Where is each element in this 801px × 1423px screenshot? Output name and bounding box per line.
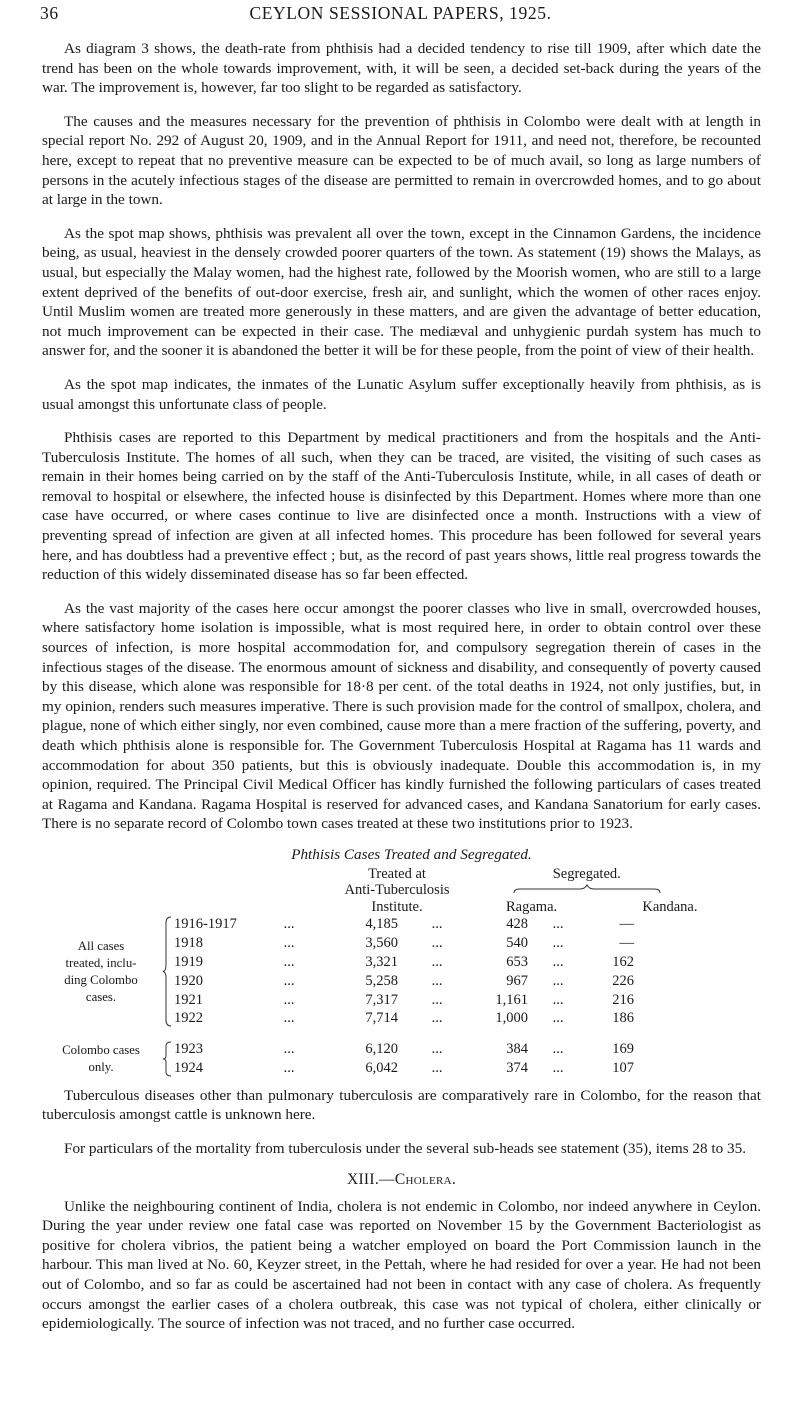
leader-dots: ...	[431, 991, 443, 1008]
leader-dots: ...	[552, 935, 564, 952]
leader-dots: ...	[283, 935, 295, 952]
cell-kandana: 169	[612, 1041, 634, 1058]
page-number: 36	[40, 3, 59, 23]
header-treated-line3: Institute.	[371, 898, 423, 915]
group-brace	[160, 1040, 174, 1078]
table-title: Phthisis Cases Treated and Segregated.	[291, 845, 532, 863]
header-segregated-label: Segregated.	[552, 865, 621, 882]
leader-dots: ...	[552, 954, 564, 971]
cell-ragama: 384	[506, 1041, 528, 1058]
cell-treated: 6,042	[365, 1060, 398, 1077]
leader-dots: ...	[431, 935, 443, 952]
leader-dots: ...	[431, 1010, 443, 1027]
leader-dots: ...	[552, 1041, 564, 1058]
paragraph-spot-map-races: As the spot map shows, phthisis was prevalent all over the town, except in the Cinnamon Gardens, the incidence being, as usual, heaviest in the densely crowded poorer quarters of the town. As statement (19) shows the Malays, as usual, but especially the Malay women, had the highest rate, followed by the Moorish women, who are still to a large extent deprived of the benefits of out-door exercise, fresh air, and sunlight, which the women of other races enjoy. Until Muslim women are treated more generously in these matters, and are given the advantage of better education, not much improvement can be expected in their case. The mediæval and unhygienic purdah system has much to answer for, and the sooner it is abandoned the better it will be for these people, from the point of view of their health.	[42, 224, 761, 360]
cell-year: 1919	[174, 954, 203, 971]
header-ragama: Ragama.	[506, 898, 558, 915]
paragraph-hospital-accommodation: As the vast majority of the cases here occur amongst the poorer classes who live in small, overcrowded houses, where satisfactory home isolation is impossible, what is most required here, in order to obtain control over these sources of infection, is more hospital accommodation for, and compulsory segregation therein of cases in the infectious stages of the disease. The enormous amount of sickness and disability, and consequently of poverty caused by this disease, which alone was responsible for 18·8 per cent. of the total deaths in 1924, not only justifies, but, in my opinion, renders such measures imperative. There is such provision made for the control of smallpox, cholera, and plague, none of which either singly, nor even combined, cause more than a mere fraction of the suffering, poverty, and death which phthisis alone is responsible for. The Government Tuberculosis Hospital at Ragama has 11 wards and accommodation for about 350 patients, but this is obviously inadequate. Double this accommodation is, in my opinion, required. The Principal Civil Medical Officer has kindly furnished the following particulars of cases treated at Ragama and Kandana. Ragama Hospital is reserved for advanced cases, and Kandana Sanatorium for early cases. There is no separate record of Colombo town cases treated at these two institutions prior to 1923.	[42, 599, 761, 833]
cell-treated: 5,258	[365, 972, 398, 989]
header-treated-line2: Anti-Tuberculosis	[344, 882, 450, 899]
leader-dots: ...	[552, 1010, 564, 1027]
leader-dots: ...	[552, 1060, 564, 1077]
cell-kandana: 186	[612, 1010, 634, 1027]
paragraph-mortality-particulars: For particulars of the mortality from tuberculosis under the several sub-heads see statement (35), items 28 to 35.	[64, 1140, 746, 1158]
leader-dots: ...	[552, 916, 564, 933]
cell-ragama: 540	[506, 935, 528, 952]
cell-year: 1922	[174, 1010, 203, 1027]
paragraph-diagram-trend: As diagram 3 shows, the death-rate from phthisis had a decided tendency to rise till 1909, after which date the trend has been on the whole towards improvement, with, it will be seen, a decided set-back during the years of the war. The improvement is, however, far too slight to be regarded as satisfactory.	[42, 40, 761, 97]
paragraph-tuberculous-diseases: Tuberculous diseases other than pulmonary tuberculosis are comparatively rare in Colombo, for the reason that tuberculosis amongst cattle is unknown here.	[42, 1086, 761, 1124]
table-row	[42, 1040, 761, 1059]
left-brace-icon	[162, 1040, 172, 1078]
cell-kandana: —	[619, 916, 634, 933]
section-number: XIII.—	[346, 1170, 395, 1188]
cell-treated: 4,185	[365, 916, 398, 933]
paragraph-causes-prevention: The causes and the measures necessary for the prevention of phthisis in Colombo were dealt with at length in special report No. 292 of August 20, 1909, and in the Annual Report for 1911, and need not, therefore, be recounted here, except to repeat that no preventive measure can be expected to be of much avail, so long as large numbers of persons in the acutely infectious stages of the disease are permitted to remain in overcrowded homes, and to go about at large in the town.	[42, 112, 761, 209]
leader-dots: ...	[283, 1041, 295, 1058]
leader-dots: ...	[431, 972, 443, 989]
leader-dots: ...	[431, 916, 443, 933]
leader-dots: ...	[431, 1060, 443, 1077]
cell-year: 1923	[174, 1041, 203, 1058]
leader-dots: ...	[283, 972, 295, 989]
cell-treated: 7,714	[365, 1010, 398, 1027]
section-title: Cholera.	[394, 1170, 457, 1188]
page-body	[42, 39, 761, 1334]
group-colombo-label	[42, 1040, 160, 1078]
cell-year: 1920	[174, 972, 203, 989]
table-row	[42, 915, 761, 934]
leader-dots: ...	[552, 991, 564, 1008]
leader-dots: ...	[283, 991, 295, 1008]
running-header	[40, 3, 761, 29]
paragraph-reporting-procedure: Phthisis cases are reported to this Department by medical practitioners and from the hospitals and the Anti-Tuberculosis Institute. The homes of all such, when they can be traced, are visited, the visiting of such cases as remain in their homes being carried on by the staff of the Anti-Tuberculosis Institute, while, in all cases of death or removal to hospital or elsewhere, the infected house is disinfected by this Department. Homes where more than one case have occurred, or where cases continue to live are disinfected once a month. Instructions with a view of preventing spread of infection are given at all infected homes. This procedure has been followed for several years here, and has doubtless had a preventive effect ; but, as the record of past years shows, little real progress towards the reduction of this widely disseminated disease has so far been effected.	[42, 429, 761, 584]
leader-dots: ...	[431, 954, 443, 971]
cell-ragama: 967	[506, 972, 528, 989]
leader-dots: ...	[283, 916, 295, 933]
cell-kandana: 162	[612, 954, 634, 971]
segregated-brace-icon	[512, 884, 662, 894]
leader-dots: ...	[283, 1010, 295, 1027]
cell-year: 1924	[174, 1060, 203, 1077]
paragraph-lunatic-asylum: As the spot map indicates, the inmates of the Lunatic Asylum suffer exceptionally heavily from phthisis, as is usual amongst this unfortunate class of people.	[42, 375, 761, 413]
group-all-cases-label	[42, 915, 160, 1028]
section-heading	[42, 1171, 761, 1189]
group-label-line: only.	[88, 1060, 114, 1075]
leader-dots: ...	[283, 1060, 295, 1077]
cell-ragama: 653	[506, 954, 528, 971]
paragraph-cholera: Unlike the neighbouring continent of India, cholera is not endemic in Colombo, nor indeed anywhere in Ceylon. During the year under review one fatal case was reported on November 15 by the Government Bacteriologist as positive for cholera vibrios, the patient being a watcher employed on board the Port Commission launch in the harbour. This man lived at No. 60, Keyzer street, in the Pettah, where he had resided for over a year. He had not been out of Colombo, and so far as could be ascertained had not been in contact with any case of cholera. As frequently occurs amongst the earlier cases of a cholera outbreak, this case was not typical of cholera, either clinically or epidemiologically. The source of infection was not traced, and no further case occurred.	[42, 1197, 761, 1333]
leader-dots: ...	[552, 972, 564, 989]
cell-treated: 6,120	[365, 1041, 398, 1058]
cell-treated: 7,317	[365, 991, 398, 1008]
running-title: CEYLON SESSIONAL PAPERS, 1925.	[249, 3, 552, 23]
cell-treated: 3,560	[365, 935, 398, 952]
group-brace	[160, 915, 174, 1028]
cell-ragama: 1,161	[495, 991, 528, 1008]
cell-ragama: 428	[506, 916, 528, 933]
header-treated	[318, 866, 476, 916]
cell-kandana: —	[619, 935, 634, 952]
cell-year: 1918	[174, 935, 203, 952]
cell-kandana: 226	[612, 972, 634, 989]
header-treated-line1: Treated at	[368, 865, 426, 882]
cell-ragama: 1,000	[495, 1010, 528, 1027]
header-segregated	[476, 866, 698, 916]
group-label-line: treated, inclu-	[65, 955, 137, 970]
group-label-line: Colombo cases	[62, 1043, 140, 1058]
left-brace-icon	[162, 915, 172, 1028]
cell-kandana: 107	[612, 1060, 634, 1077]
cell-year: 1921	[174, 991, 203, 1008]
header-kandana: Kandana.	[642, 898, 698, 915]
group-label-line: cases.	[85, 989, 117, 1004]
phthisis-cases-table	[42, 866, 761, 1078]
leader-dots: ...	[283, 954, 295, 971]
cell-kandana: 216	[612, 991, 634, 1008]
cell-ragama: 374	[506, 1060, 528, 1077]
group-label-line: ding Colombo	[64, 972, 138, 987]
leader-dots: ...	[431, 1041, 443, 1058]
cell-treated: 3,321	[365, 954, 398, 971]
cell-year: 1916-1917	[174, 916, 237, 933]
table-header-row	[42, 866, 761, 916]
group-label-line: All cases	[77, 938, 125, 953]
